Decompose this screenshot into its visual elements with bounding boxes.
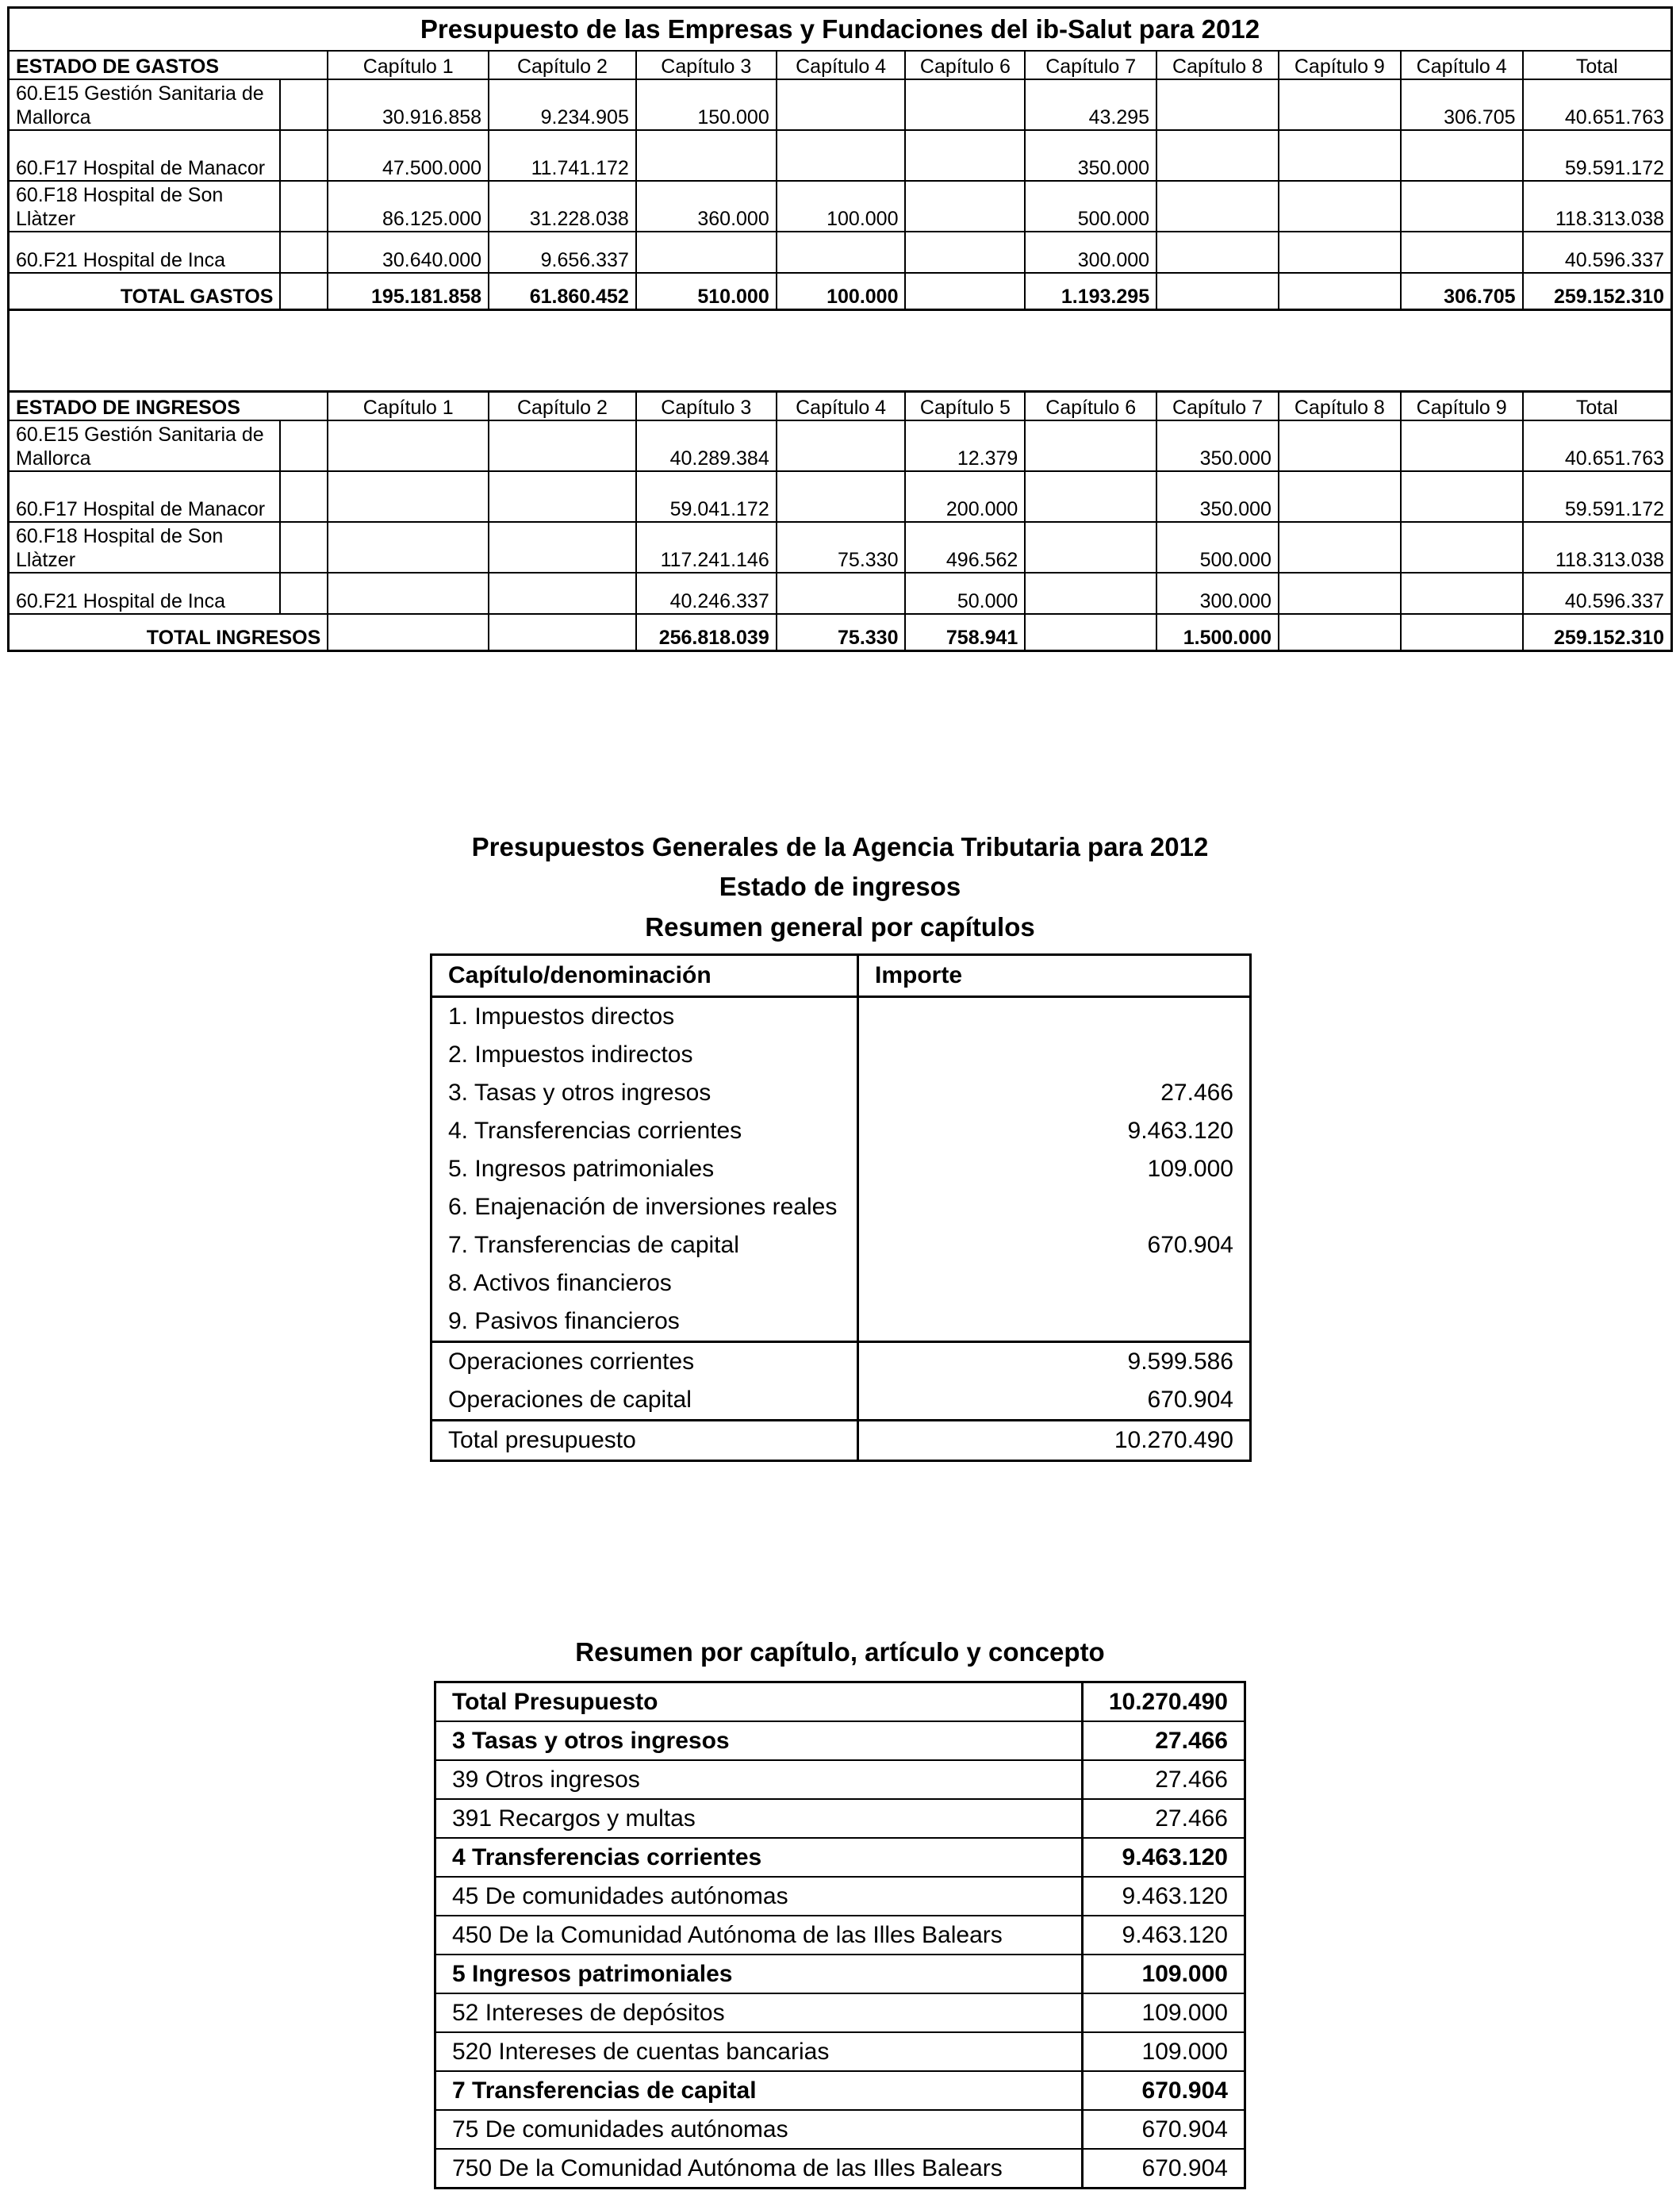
value-cell: 300.000 <box>1025 232 1156 273</box>
spacer-cell <box>280 522 328 573</box>
value-cell: 500.000 <box>1025 181 1156 232</box>
resumen-detail-table <box>434 1681 1246 2189</box>
value-cell <box>328 522 489 573</box>
column-header: Total <box>1523 51 1672 79</box>
detail-label: 520 Intereses de cuentas bancarias <box>435 2032 1083 2071</box>
column-header: Capítulo 2 <box>489 392 636 421</box>
summary-row <box>432 1226 1251 1264</box>
column-header: Capítulo 4 <box>1401 51 1523 79</box>
detail-value: 9.463.120 <box>1083 1916 1245 1955</box>
value-cell <box>328 420 489 471</box>
row-value <box>858 1036 1251 1074</box>
total-row <box>9 614 1672 651</box>
total-label: TOTAL GASTOS <box>9 273 281 310</box>
row-label: 5. Ingresos patrimoniales <box>432 1150 858 1188</box>
spacer-cell <box>280 181 328 232</box>
table-row <box>9 232 1672 273</box>
row-label: 4. Transferencias corrientes <box>432 1112 858 1150</box>
value-cell <box>1279 232 1401 273</box>
value-cell: 306.705 <box>1401 79 1523 130</box>
value-cell: 150.000 <box>636 79 777 130</box>
total-cell: 306.705 <box>1401 273 1523 310</box>
value-cell: 59.041.172 <box>636 471 777 522</box>
total-cell: 1.500.000 <box>1156 614 1279 651</box>
table-row <box>9 522 1672 573</box>
detail-label: 391 Recargos y multas <box>435 1799 1083 1838</box>
value-cell: 350.000 <box>1156 471 1279 522</box>
value-cell <box>1156 130 1279 181</box>
detail-label: 75 De comunidades autónomas <box>435 2110 1083 2149</box>
summary-row <box>432 997 1251 1037</box>
value-cell <box>777 130 906 181</box>
row-label: Operaciones corrientes <box>432 1342 858 1382</box>
value-cell <box>1156 79 1279 130</box>
column-header-capitulo: Capítulo/denominación <box>432 955 858 997</box>
value-cell: 40.596.337 <box>1523 232 1672 273</box>
value-cell <box>1279 130 1401 181</box>
detail-row <box>435 1838 1245 1877</box>
table-row <box>9 181 1672 232</box>
table-row <box>9 573 1672 614</box>
detail-value: 27.466 <box>1083 1760 1245 1799</box>
total-cell: 100.000 <box>777 273 906 310</box>
value-cell <box>1401 130 1523 181</box>
value-cell <box>489 471 636 522</box>
detail-value: 27.466 <box>1083 1799 1245 1838</box>
value-cell: 350.000 <box>1025 130 1156 181</box>
row-label: 2. Impuestos indirectos <box>432 1036 858 1074</box>
detail-row <box>435 1955 1245 1993</box>
value-cell: 118.313.038 <box>1523 522 1672 573</box>
detail-row <box>435 1799 1245 1838</box>
value-cell <box>1156 232 1279 273</box>
detail-row <box>435 1916 1245 1955</box>
spacer-cell <box>280 232 328 273</box>
value-cell: 12.379 <box>905 420 1025 471</box>
row-label: Operaciones de capital <box>432 1381 858 1421</box>
value-cell <box>328 471 489 522</box>
value-cell: 9.656.337 <box>489 232 636 273</box>
row-value <box>858 1188 1251 1226</box>
total-cell: 259.152.310 <box>1523 614 1672 651</box>
value-cell <box>1025 420 1156 471</box>
value-cell <box>489 522 636 573</box>
value-cell: 11.741.172 <box>489 130 636 181</box>
value-cell: 300.000 <box>1156 573 1279 614</box>
value-cell: 40.289.384 <box>636 420 777 471</box>
row-label: Total presupuesto <box>432 1421 858 1461</box>
ibsalut-title: Presupuesto de las Empresas y Fundaciones del ib-Salut para 2012 <box>9 8 1672 52</box>
value-cell <box>905 130 1025 181</box>
column-header: Capítulo 4 <box>777 392 906 421</box>
column-header: Capítulo 1 <box>328 51 489 79</box>
entity-name: 60.E15 Gestión Sanitaria de Mallorca <box>9 420 281 471</box>
total-cell <box>328 614 489 651</box>
table-row <box>9 420 1672 471</box>
total-cell <box>1025 614 1156 651</box>
value-cell <box>777 79 906 130</box>
value-cell: 360.000 <box>636 181 777 232</box>
column-header: Capítulo 9 <box>1401 392 1523 421</box>
detail-row <box>435 1682 1245 1722</box>
value-cell <box>905 181 1025 232</box>
value-cell: 47.500.000 <box>328 130 489 181</box>
summary-row <box>432 1112 1251 1150</box>
value-cell <box>489 573 636 614</box>
entity-name: 60.F17 Hospital de Manacor <box>9 471 281 522</box>
value-cell <box>905 79 1025 130</box>
agencia-subtitle: Estado de ingresos <box>719 872 961 901</box>
detail-label: 52 Intereses de depósitos <box>435 1993 1083 2032</box>
value-cell: 40.651.763 <box>1523 79 1672 130</box>
total-cell: 61.860.452 <box>489 273 636 310</box>
column-header: Capítulo 8 <box>1279 392 1401 421</box>
detail-value: 9.463.120 <box>1083 1838 1245 1877</box>
value-cell: 30.640.000 <box>328 232 489 273</box>
total-cell <box>1401 614 1523 651</box>
row-value <box>858 997 1251 1037</box>
total-cell: 259.152.310 <box>1523 273 1672 310</box>
value-cell: 496.562 <box>905 522 1025 573</box>
value-cell: 117.241.146 <box>636 522 777 573</box>
value-cell <box>1279 181 1401 232</box>
detail-label: 4 Transferencias corrientes <box>435 1838 1083 1877</box>
detail-row <box>435 1721 1245 1760</box>
entity-name: 60.F18 Hospital de Son Llàtzer <box>9 522 281 573</box>
value-cell <box>1401 181 1523 232</box>
detail-row <box>435 1993 1245 2032</box>
column-header: Capítulo 4 <box>777 51 906 79</box>
row-label: 6. Enajenación de inversiones reales <box>432 1188 858 1226</box>
column-header: Capítulo 8 <box>1156 51 1279 79</box>
summary-row <box>432 1188 1251 1226</box>
row-label: 8. Activos financieros <box>432 1264 858 1302</box>
agencia-section-title: Resumen general por capítulos <box>645 912 1035 942</box>
table-row <box>9 79 1672 130</box>
row-value <box>858 1302 1251 1342</box>
spacer-cell <box>280 79 328 130</box>
column-header: Total <box>1523 392 1672 421</box>
total-cell <box>1279 614 1401 651</box>
entity-name: 60.E15 Gestión Sanitaria de Mallorca <box>9 79 281 130</box>
value-cell: 86.125.000 <box>328 181 489 232</box>
column-header: Capítulo 9 <box>1279 51 1401 79</box>
detail-label: 39 Otros ingresos <box>435 1760 1083 1799</box>
value-cell <box>1279 522 1401 573</box>
value-cell: 40.651.763 <box>1523 420 1672 471</box>
ibsalut-budget-table <box>7 6 1673 652</box>
row-value: 670.904 <box>1147 1232 1233 1258</box>
column-header: Capítulo 7 <box>1156 392 1279 421</box>
value-cell <box>777 573 906 614</box>
entity-name: 60.F21 Hospital de Inca <box>9 232 281 273</box>
value-cell <box>1279 573 1401 614</box>
value-cell <box>1156 181 1279 232</box>
table-row <box>9 471 1672 522</box>
value-cell <box>1279 420 1401 471</box>
row-value <box>858 1264 1251 1302</box>
value-cell: 100.000 <box>777 181 906 232</box>
total-cell: 1.193.295 <box>1025 273 1156 310</box>
detail-label: Total Presupuesto <box>435 1682 1083 1722</box>
value-cell: 350.000 <box>1156 420 1279 471</box>
agencia-summary-table <box>430 953 1252 1462</box>
spacer-cell <box>280 273 328 310</box>
value-cell <box>777 420 906 471</box>
column-header: Capítulo 1 <box>328 392 489 421</box>
value-cell <box>636 232 777 273</box>
total-cell <box>1279 273 1401 310</box>
value-cell: 500.000 <box>1156 522 1279 573</box>
value-cell <box>328 573 489 614</box>
value-cell: 75.330 <box>777 522 906 573</box>
row-label: 9. Pasivos financieros <box>432 1302 858 1342</box>
total-cell: 195.181.858 <box>328 273 489 310</box>
detail-row <box>435 2149 1245 2189</box>
detail-label: 5 Ingresos patrimoniales <box>435 1955 1083 1993</box>
value-cell <box>1025 573 1156 614</box>
value-cell: 59.591.172 <box>1523 130 1672 181</box>
column-header: Capítulo 3 <box>636 51 777 79</box>
column-header: Capítulo 6 <box>1025 392 1156 421</box>
table-row <box>9 130 1672 181</box>
agencia-title: Presupuestos Generales de la Agencia Tributaria para 2012 <box>471 832 1209 861</box>
detail-value: 10.270.490 <box>1083 1682 1245 1722</box>
resumen-title: Resumen por capítulo, artículo y concepto <box>575 1637 1105 1667</box>
row-value: 670.904 <box>1147 1387 1233 1413</box>
detail-row <box>435 2032 1245 2071</box>
row-label: 1. Impuestos directos <box>432 997 858 1037</box>
gap-cell <box>9 310 1672 392</box>
value-cell <box>636 130 777 181</box>
value-cell: 40.246.337 <box>636 573 777 614</box>
detail-value: 670.904 <box>1083 2149 1245 2189</box>
row-label: 3. Tasas y otros ingresos <box>432 1074 858 1112</box>
total-row <box>9 273 1672 310</box>
value-cell: 200.000 <box>905 471 1025 522</box>
spacer-cell <box>280 471 328 522</box>
value-cell <box>1401 232 1523 273</box>
detail-value: 27.466 <box>1083 1721 1245 1760</box>
value-cell <box>777 232 906 273</box>
section-label: ESTADO DE GASTOS <box>9 51 328 79</box>
detail-row <box>435 1877 1245 1916</box>
summary-row <box>432 1264 1251 1302</box>
detail-row <box>435 1760 1245 1799</box>
section-gap <box>9 310 1672 392</box>
value-cell <box>777 471 906 522</box>
column-header: Capítulo 3 <box>636 392 777 421</box>
value-cell: 50.000 <box>905 573 1025 614</box>
spacer-cell <box>280 573 328 614</box>
row-value: 9.599.586 <box>858 1342 1251 1382</box>
entity-name: 60.F21 Hospital de Inca <box>9 573 281 614</box>
value-cell: 9.234.905 <box>489 79 636 130</box>
value-cell <box>1025 471 1156 522</box>
detail-value: 109.000 <box>1083 1955 1245 1993</box>
total-cell <box>489 614 636 651</box>
row-value: 10.270.490 <box>858 1421 1251 1461</box>
total-cell: 758.941 <box>905 614 1025 651</box>
value-cell: 31.228.038 <box>489 181 636 232</box>
value-cell: 40.596.337 <box>1523 573 1672 614</box>
summary-row <box>432 1150 1251 1188</box>
spacer-cell <box>280 420 328 471</box>
total-label: TOTAL INGRESOS <box>146 627 321 649</box>
detail-label: 450 De la Comunidad Autónoma de las Illes Balears <box>435 1916 1083 1955</box>
value-cell: 43.295 <box>1025 79 1156 130</box>
detail-label: 45 De comunidades autónomas <box>435 1877 1083 1916</box>
column-header: Capítulo 5 <box>905 392 1025 421</box>
detail-value: 109.000 <box>1083 1993 1245 2032</box>
value-cell <box>1279 79 1401 130</box>
summary-row <box>432 1421 1251 1461</box>
detail-label: 750 De la Comunidad Autónoma de las Illes Balears <box>435 2149 1083 2189</box>
entity-name: 60.F18 Hospital de Son Llàtzer <box>9 181 281 232</box>
value-cell: 59.591.172 <box>1523 471 1672 522</box>
spacer-cell <box>280 130 328 181</box>
total-cell: 256.818.039 <box>636 614 777 651</box>
row-value: 109.000 <box>1147 1156 1233 1182</box>
detail-value: 670.904 <box>1083 2071 1245 2110</box>
row-label: 7. Transferencias de capital <box>432 1226 858 1264</box>
value-cell: 118.313.038 <box>1523 181 1672 232</box>
detail-label: 7 Transferencias de capital <box>435 2071 1083 2110</box>
summary-row <box>432 1074 1251 1112</box>
value-cell <box>1025 522 1156 573</box>
total-cell <box>905 273 1025 310</box>
column-header: Capítulo 6 <box>905 51 1025 79</box>
value-cell <box>1401 573 1523 614</box>
row-value: 9.463.120 <box>1127 1118 1233 1144</box>
value-cell <box>1401 420 1523 471</box>
value-cell <box>1279 471 1401 522</box>
summary-row <box>432 1381 1251 1421</box>
value-cell <box>905 232 1025 273</box>
value-cell: 30.916.858 <box>328 79 489 130</box>
summary-row <box>432 1342 1251 1382</box>
summary-row <box>432 1036 1251 1074</box>
total-cell: 510.000 <box>636 273 777 310</box>
detail-row <box>435 2110 1245 2149</box>
detail-value: 670.904 <box>1083 2110 1245 2149</box>
detail-value: 109.000 <box>1083 2032 1245 2071</box>
detail-label: 3 Tasas y otros ingresos <box>435 1721 1083 1760</box>
detail-value: 9.463.120 <box>1083 1877 1245 1916</box>
value-cell <box>1401 471 1523 522</box>
section-label: ESTADO DE INGRESOS <box>9 392 328 421</box>
column-header: Capítulo 2 <box>489 51 636 79</box>
total-cell <box>1156 273 1279 310</box>
total-cell: 75.330 <box>777 614 906 651</box>
entity-name: 60.F17 Hospital de Manacor <box>9 130 281 181</box>
value-cell <box>1401 522 1523 573</box>
column-header-importe: Importe <box>858 955 1251 997</box>
detail-row <box>435 2071 1245 2110</box>
summary-row <box>432 1302 1251 1342</box>
row-value: 27.466 <box>1160 1080 1233 1106</box>
column-header: Capítulo 7 <box>1025 51 1156 79</box>
value-cell <box>489 420 636 471</box>
